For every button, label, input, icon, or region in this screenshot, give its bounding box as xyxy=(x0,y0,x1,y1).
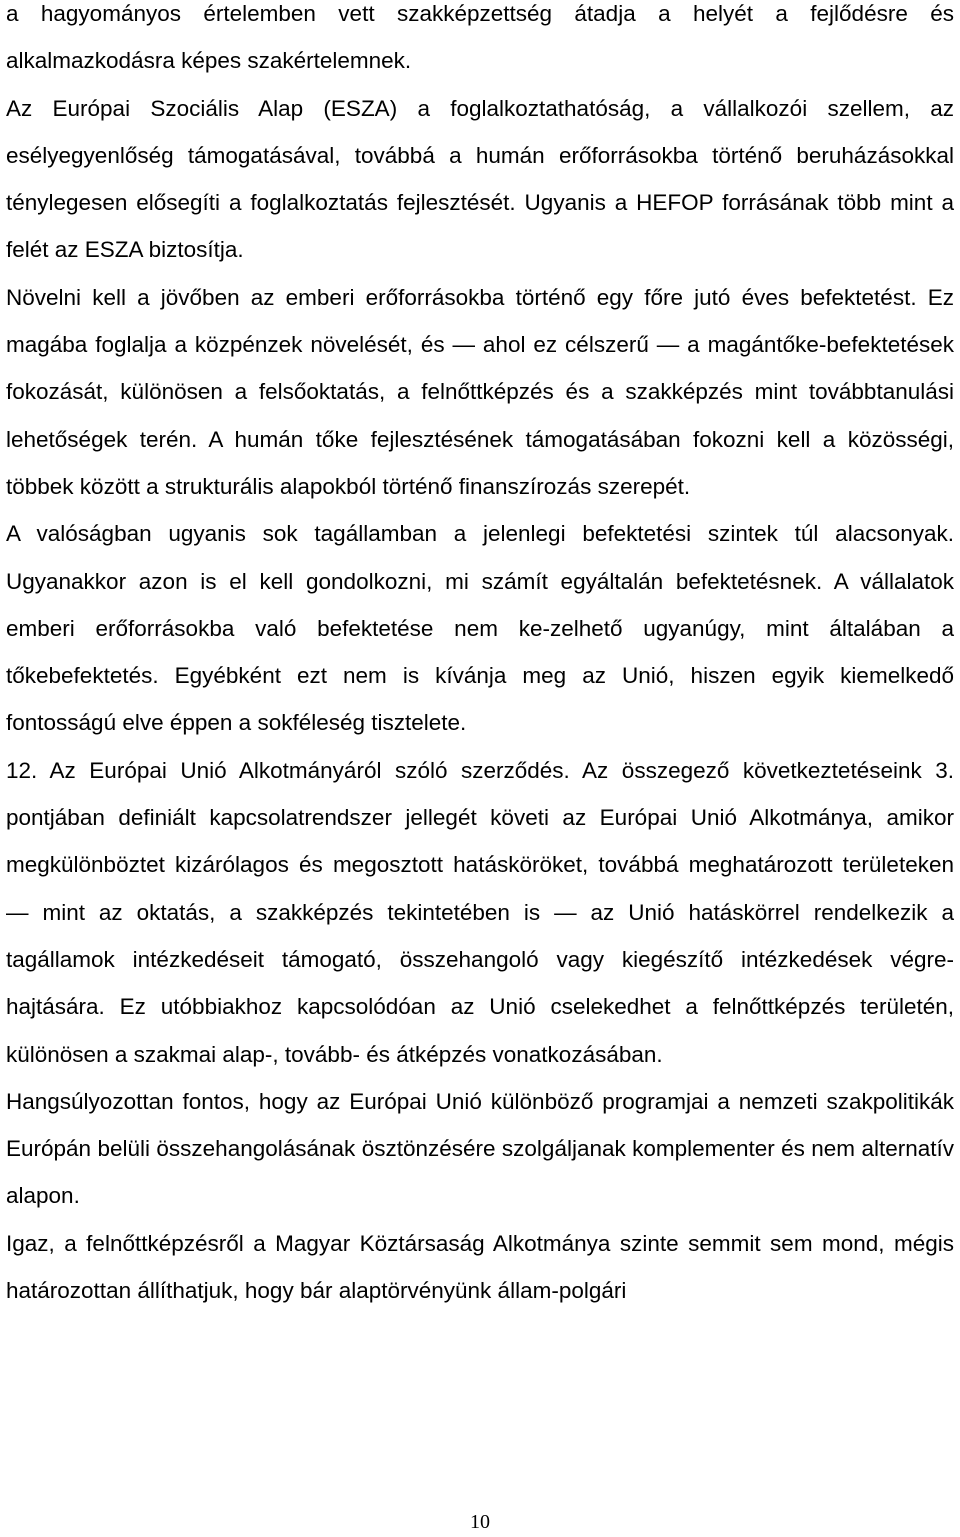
paragraph: A valóságban ugyanis sok tagállamban a jelenlegi befektetési szintek túl alacsonyak. Ugyanakkor azon is el kell gondolkozni, mi számít egyáltalán befektetésnek. A vállalatok emberi erőforrásokba való befektetése nem ke-zelhető ugyanúgy, mint általában a tőkebefektetés. Egyébként ezt nem is kívánja meg az Unió, hiszen egyik kiemelkedő fontosságú elve éppen a sokféleség tisztelete. xyxy=(6,521,954,736)
paragraph: Növelni kell a jövőben az emberi erőforrásokba történő egy főre jutó éves befektetést. Ez magába foglalja a közpénzek növelését, és — ahol ez célszerű — a magántőke-befektetések fokozását, különösen a felsőoktatás, a felnőttképzés és a szakképzés mint továbbtanulási lehetőségek terén. A humán tőke fejlesztésének támogatásában fokozni kell a közösségi, többek között a strukturális alapokból történő finanszírozás szerepét. xyxy=(6,284,954,499)
paragraph: Igaz, a felnőttképzésről a Magyar Köztársaság Alkotmánya szinte semmit sem mond, mégis határozottan állíthatjuk, hogy bár alaptörvényünk állam-polgári xyxy=(6,1230,954,1304)
page-number: 10 xyxy=(470,1511,490,1533)
paragraph: Az Európai Szociális Alap (ESZA) a foglalkoztathatóság, a vállalkozói szellem, az esélyegyenlőség támogatásával, továbbá a humán erőforrásokba történő beruházásokkal ténylegesen elősegíti a foglalkoztatás fejlesztését. Ugyanis a HEFOP forrásának több mint a felét az ESZA biztosítja. xyxy=(6,95,954,263)
paragraph: 12. Az Európai Unió Alkotmányáról szóló szerződés. Az összegező következtetéseink 3. pontjában definiált kapcsolatrendszer jellegét követi az Európai Unió Alkotmánya, amikor megkülönböztet kizárólagos és megosztott hatásköröket, továbbá meghatározott területeken — mint az oktatás, a szakképzés tekintetében is — az Unió hatáskörrel rendelkezik a tagállamok intézkedéseit támogató, összehangoló vagy kiegészítő intézkedések végre-hajtására. Ez utóbbiakhoz kapcsolódóan az Unió cselekedhet a felnőttképzés területén, különösen a szakmai alap-, tovább- és átképzés vonatkozásában. xyxy=(6,757,954,1067)
paragraph: Hangsúlyozottan fontos, hogy az Európai Unió különböző programjai a nemzeti szakpolitikák Európán belüli összehangolásának ösztönzésére szolgáljanak komplementer és nem alternatív alapon. xyxy=(6,1088,954,1209)
paragraph: a hagyományos értelemben vett szakképzettség átadja a helyét a fejlődésre és alkalmazkodásra képes szakértelemnek. xyxy=(6,1,954,74)
body-text xyxy=(6,0,954,1314)
